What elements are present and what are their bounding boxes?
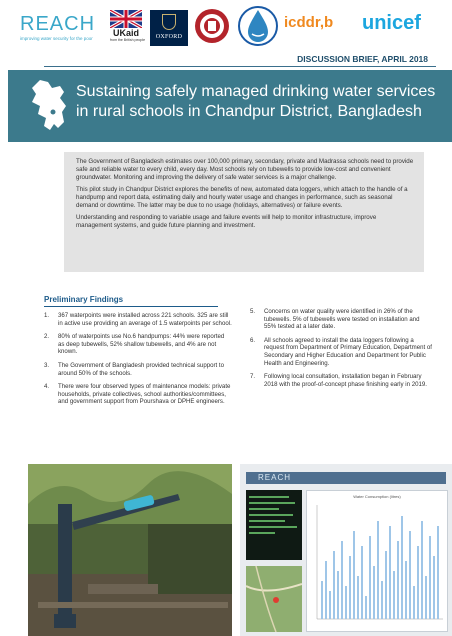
finding-number: 3.	[44, 361, 50, 369]
finding-text: 367 waterpoints were installed across 221 schools. 325 are still in active use providing an average of 1.5 waterpoints per school.	[58, 312, 232, 327]
unicef-logo-name: unicef	[362, 12, 421, 34]
finding-number: 4.	[44, 383, 50, 391]
header-divider	[44, 66, 436, 67]
oxford-logo-name: OXFORD	[155, 34, 183, 40]
brief-label: DISCUSSION BRIEF, APRIL 2018	[297, 54, 428, 64]
icddrb-logo-name: icddr,b	[284, 14, 334, 31]
finding-text: The Government of Bangladesh provided technical support to around 50% of the schools.	[58, 361, 224, 377]
finding-item	[44, 312, 232, 327]
dashboard-screenshot	[240, 464, 452, 636]
page-title-line-1: Sustaining safely managed drinking water services	[76, 83, 436, 100]
ukaid-logo	[110, 10, 146, 42]
icddrb-logo	[284, 14, 333, 31]
title-banner	[8, 70, 452, 142]
dashboard-header	[246, 472, 446, 484]
findings-list-left	[44, 312, 232, 412]
terminal-line	[249, 532, 275, 534]
reach-logo	[20, 14, 95, 41]
water-consumption-chart	[306, 490, 448, 632]
ukaid-logo-sub: from the British people	[110, 38, 146, 42]
terminal-line	[249, 520, 285, 522]
intro-paragraph-1: The Government of Bangladesh estimates over 100,000 primary, secondary, private and Madrassa schools need to provide safe and reliable water to every child, every day. Most schools rely on tubewells to provide low-cost and convenient groundwater. Monitoring and improving the delivery of safe water services is a major challenge.	[76, 158, 414, 181]
reach-logo-tagline: improving water security for the poor	[20, 36, 93, 41]
finding-item	[44, 362, 232, 377]
findings-divider	[44, 306, 218, 307]
map-illustration	[246, 566, 302, 632]
unicef-logo	[362, 12, 421, 35]
dashboard-map	[246, 566, 302, 632]
finding-text: Following local consultation, installation began in February 2018 with the proof-of-concept phase finishing early in 2019.	[264, 373, 427, 388]
map-pin-icon	[273, 597, 279, 603]
chart-title: Water Consumption (litres)	[353, 494, 401, 499]
chart-bars	[307, 501, 447, 631]
finding-item	[250, 337, 432, 367]
terminal-line	[249, 514, 293, 516]
dashboard-logo: REACH	[258, 473, 292, 482]
reach-logo-name: REACH	[20, 13, 96, 35]
bangladesh-map-icon	[26, 78, 70, 134]
finding-item	[250, 373, 432, 388]
page-title-line-2: in rural schools in Chandpur District, Bangladesh	[76, 103, 422, 120]
logo-bar	[0, 0, 452, 50]
ukaid-logo-name: UKaid	[112, 28, 139, 38]
handpump-photo	[28, 464, 232, 636]
oxford-logo	[150, 10, 188, 46]
dashboard-terminal	[246, 490, 302, 560]
intro-paragraph-3: Understanding and responding to variable usage and failure events will help to monitor infrastructure, improve management systems, and guide future planning and investment.	[76, 214, 377, 229]
page-title	[76, 82, 448, 122]
finding-number: 1.	[44, 312, 50, 319]
finding-number: 7.	[250, 373, 256, 381]
terminal-line	[249, 526, 297, 528]
finding-number: 5.	[250, 308, 256, 315]
terminal-line	[249, 496, 289, 498]
intro-paragraph-2: This pilot study in Chandpur District explores the benefits of new, automated data loggers, which attach to the handle of a handpump and report data, estimating daily and hourly water usage and changes in performance, such as seasonal demand or downtime. The latter may be due to no usage (holidays, alternatives) or failure events.	[76, 186, 408, 209]
finding-number: 2.	[44, 333, 50, 341]
handpump-illustration	[28, 464, 232, 636]
union-jack-icon	[110, 10, 142, 28]
finding-number: 6.	[250, 336, 256, 344]
oxford-crest-icon	[162, 14, 176, 30]
finding-text: Concerns on water quality were identified in 26% of the tubewells. 5% of tubewells were tested on installation and 55% tested at a later date.	[264, 308, 420, 331]
terminal-line	[249, 508, 279, 510]
intro-box	[64, 152, 424, 272]
government-seal-icon	[238, 4, 278, 48]
finding-text: There were four observed types of maintenance models: private households, private collectives, school authorities/committees, and government support from Pourshava or DPHE engineers.	[58, 383, 231, 406]
finding-item	[250, 308, 432, 331]
terminal-line	[249, 502, 295, 504]
findings-list-right	[250, 308, 432, 394]
university-seal-icon	[194, 8, 230, 44]
finding-text: 80% of waterpoints use No.6 handpumps: 44% were reported as deep tubewells, 52% shallow tubewells, and 4% are not known.	[58, 333, 225, 356]
finding-text: All schools agreed to install the data loggers following a request from Department of Primary Education, Department of Secondary and Higher Education and Department for Public Health and Engineering.	[264, 336, 432, 367]
finding-item	[44, 383, 232, 406]
finding-item	[44, 333, 232, 356]
findings-heading: Preliminary Findings	[44, 295, 124, 304]
